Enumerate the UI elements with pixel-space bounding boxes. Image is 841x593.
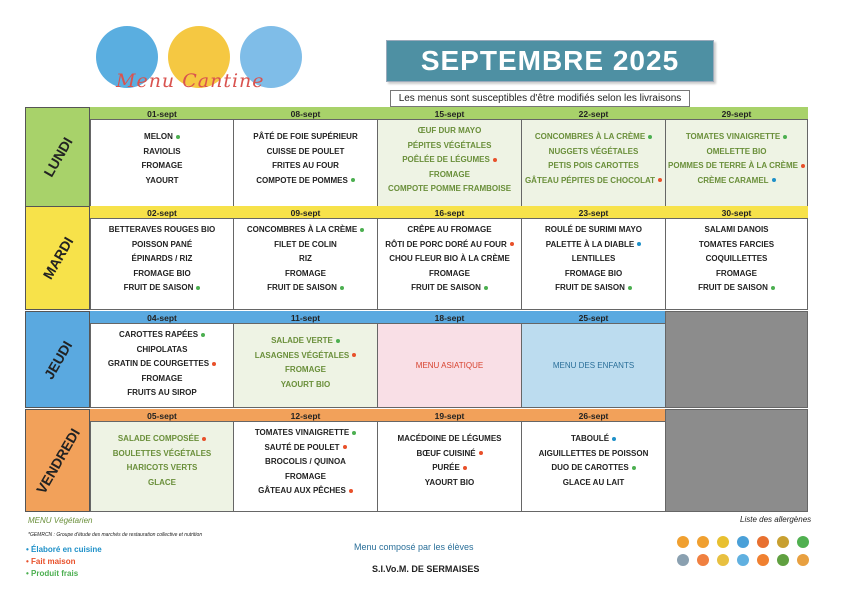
date-label: 29-sept bbox=[721, 109, 752, 119]
menu-cell bbox=[90, 313, 234, 408]
menu-item-text: FROMAGE bbox=[141, 373, 183, 383]
day-label-vendredi bbox=[25, 409, 90, 512]
allergen-icon bbox=[677, 536, 689, 548]
menu-item-text: FRUIT DE SAISON bbox=[267, 283, 337, 292]
menu-item bbox=[91, 328, 233, 343]
menu-item bbox=[522, 267, 665, 282]
menu-item-text: FROMAGE bbox=[141, 161, 183, 170]
label-dot-icon bbox=[637, 242, 641, 246]
label-dot-icon bbox=[212, 362, 216, 366]
day-label-mardi bbox=[25, 206, 90, 310]
menu-item-text: NUGGETS VÉGÉTALES bbox=[548, 146, 639, 156]
menu-item bbox=[666, 223, 807, 238]
menu-item-text: PÂTÉ DE FOIE SUPÉRIEUR bbox=[253, 132, 358, 141]
menu-item-text: COMPOTE POMME FRAMBOISE bbox=[387, 184, 512, 193]
menu-item bbox=[522, 130, 665, 145]
label-dot-icon bbox=[628, 286, 632, 290]
menu-item-text: BOULETTES VÉGÉTALES bbox=[112, 448, 212, 458]
notice-text: Les menus sont susceptibles d'être modifiés selon les livraisons bbox=[390, 90, 690, 107]
gemrcn-note: *GEMRCN : Groupe d'étude des marchés de restauration collective et nutrition bbox=[28, 532, 203, 538]
menu-item-text: GRATIN DE COURGETTES bbox=[107, 359, 210, 368]
date-label: 05-sept bbox=[147, 411, 177, 421]
menu-item-text: CONCOMBRES À LA CRÈME bbox=[246, 225, 358, 234]
menu-item-text: YAOURT BIO bbox=[424, 477, 475, 487]
label-dot-icon bbox=[479, 451, 483, 455]
allergen-icon bbox=[777, 554, 789, 566]
menu-item-text: CRÊPE AU FROMAGE bbox=[407, 225, 492, 234]
label-dot-icon bbox=[201, 333, 205, 337]
allergen-icon bbox=[697, 554, 709, 566]
menu-item-text: MELON bbox=[144, 132, 173, 141]
allergen-icons bbox=[677, 536, 827, 566]
menu-item-text: AIGUILLETTES DE POISSON bbox=[538, 448, 649, 458]
menu-item bbox=[378, 281, 521, 296]
menu-item bbox=[522, 238, 665, 253]
menu-item bbox=[234, 267, 377, 282]
menu-item-text: FRUIT DE SAISON bbox=[698, 283, 768, 292]
menu-item-text: MACÉDOINE DE LÉGUMES bbox=[397, 434, 502, 443]
menu-item-text: FRUIT DE SAISON bbox=[123, 283, 194, 292]
label-dot-icon bbox=[801, 164, 805, 168]
menu-item bbox=[522, 476, 665, 491]
menu-item bbox=[234, 455, 377, 470]
menu-item-text: YAOURT BIO bbox=[280, 379, 331, 389]
date-label: 16-sept bbox=[434, 208, 465, 218]
date-label: 08-sept bbox=[290, 109, 321, 119]
menu-item bbox=[234, 145, 377, 160]
label-dot-icon bbox=[352, 431, 356, 435]
menu-item-text: GÂTEAU PÉPITES DE CHOCOLAT bbox=[524, 175, 656, 185]
menu-item bbox=[234, 426, 377, 441]
date-label: 18-sept bbox=[434, 313, 465, 323]
menu-cell bbox=[377, 109, 522, 207]
menu-item-text: OMELETTE BIO bbox=[706, 146, 767, 156]
menu-item bbox=[91, 447, 233, 462]
menu-item-text: FROMAGE bbox=[285, 471, 326, 481]
menu-cell bbox=[521, 109, 666, 207]
menu-item bbox=[378, 182, 521, 197]
menu-cell bbox=[233, 411, 378, 512]
menu-item-text: FRUIT DE SAISON bbox=[411, 283, 481, 292]
label-dot-icon bbox=[196, 286, 200, 290]
menu-item-text: ŒUF DUR MAYO bbox=[417, 126, 482, 135]
menu-item bbox=[91, 343, 233, 358]
label-dot-icon bbox=[612, 437, 616, 441]
menu-cell bbox=[377, 208, 522, 310]
menu-item bbox=[91, 223, 233, 238]
label-dot-icon bbox=[176, 135, 180, 139]
menu-item-text: COMPOTE DE POMMES bbox=[256, 175, 348, 185]
menu-item bbox=[234, 349, 377, 364]
menu-item bbox=[666, 252, 807, 267]
allergen-icon bbox=[797, 536, 809, 548]
menu-item-text: FROMAGE BIO bbox=[564, 268, 623, 278]
day-name: LUNDI bbox=[39, 134, 76, 180]
label-dot-icon bbox=[349, 489, 353, 493]
allergen-icon bbox=[677, 554, 689, 566]
menu-cell bbox=[665, 311, 808, 408]
label-dot-icon bbox=[493, 158, 497, 162]
date-label: 23-sept bbox=[578, 208, 609, 218]
menu-item-text: SALADE VERTE bbox=[271, 336, 333, 345]
menu-item bbox=[91, 372, 233, 387]
allergen-icon bbox=[777, 536, 789, 548]
menu-item-text: FROMAGE bbox=[429, 169, 470, 179]
menu-item bbox=[378, 223, 521, 238]
menu-item bbox=[91, 174, 233, 189]
date-label: 19-sept bbox=[434, 411, 465, 421]
date-label: 15-sept bbox=[434, 109, 465, 119]
menu-item bbox=[378, 153, 521, 168]
menu-item-text: FRITES AU FOUR bbox=[272, 161, 339, 170]
menu-item bbox=[91, 476, 233, 491]
menu-item bbox=[91, 386, 233, 401]
menu-item bbox=[378, 476, 521, 491]
date-label: 02-sept bbox=[147, 208, 177, 218]
date-label: 30-sept bbox=[721, 208, 752, 218]
menu-item-text: CONCOMBRES À LA CRÈME bbox=[534, 132, 646, 141]
menu-item bbox=[234, 252, 377, 267]
label-dot-icon bbox=[360, 228, 364, 232]
menu-item-text: HARICOTS VERTS bbox=[126, 463, 198, 472]
menu-item-text: PÉPITES VÉGÉTALES bbox=[407, 140, 492, 150]
menu-item-text: FRUITS AU SIROP bbox=[127, 388, 197, 397]
menu-item-text: BŒUF CUISINÉ bbox=[416, 448, 476, 458]
organization: S.I.Vo.M. DE SERMAISES bbox=[372, 564, 480, 574]
allergen-icon bbox=[797, 554, 809, 566]
menu-item-text: CAROTTES RAPÉES bbox=[118, 330, 199, 339]
allergens-label: Liste des allergènes bbox=[740, 515, 812, 524]
menu-item-text: CUISSE DE POULET bbox=[266, 146, 345, 156]
page-title: SEPTEMBRE 2025 bbox=[386, 40, 714, 82]
menu-item bbox=[378, 267, 521, 282]
date-label: 26-sept bbox=[578, 411, 609, 421]
menu-item bbox=[378, 168, 521, 183]
label-dot-icon bbox=[351, 178, 355, 182]
menu-item bbox=[378, 447, 521, 462]
menu-item-text: RÔTI DE PORC DORÉ AU FOUR bbox=[385, 239, 507, 249]
day-name: MARDI bbox=[39, 234, 76, 282]
menu-item bbox=[91, 238, 233, 253]
menu-item-text: FROMAGE bbox=[285, 268, 326, 278]
menu-item bbox=[522, 174, 665, 189]
menu-item-text: POISSON PANÉ bbox=[131, 239, 193, 249]
date-label: 12-sept bbox=[290, 411, 321, 421]
menu-item-text: ROULÉ DE SURIMI MAYO bbox=[544, 225, 643, 234]
menu-cell bbox=[665, 208, 808, 310]
menu-cell bbox=[90, 411, 234, 512]
menu-item-text: FROMAGE BIO bbox=[133, 268, 191, 278]
menu-item-text: PALETTE À LA DIABLE bbox=[545, 239, 635, 249]
label-dot-icon bbox=[340, 286, 344, 290]
menu-item bbox=[378, 461, 521, 476]
label-dot-icon bbox=[484, 286, 488, 290]
menu-grid bbox=[25, 107, 808, 512]
menu-item bbox=[91, 281, 233, 296]
menu-item bbox=[91, 159, 233, 174]
menu-item-text: YAOURT bbox=[145, 175, 179, 185]
menu-item-text: PETIS POIS CAROTTES bbox=[548, 161, 639, 170]
date-label: 25-sept bbox=[578, 313, 609, 323]
menu-item-text: LENTILLES bbox=[571, 254, 616, 263]
menu-item bbox=[234, 174, 377, 189]
menu-item bbox=[234, 238, 377, 253]
menu-item-text: TABOULÉ bbox=[570, 434, 610, 443]
menu-item-text: FROMAGE bbox=[429, 268, 470, 278]
label-dot-icon bbox=[648, 135, 652, 139]
date-label: 11-sept bbox=[290, 313, 321, 323]
menu-item bbox=[91, 432, 233, 447]
menu-cantine-logo bbox=[96, 26, 306, 96]
menu-item bbox=[234, 484, 377, 499]
menu-item-text: RAVIOLIS bbox=[143, 146, 181, 156]
menu-item bbox=[666, 238, 807, 253]
menu-item-text: GÂTEAU AUX PÊCHES bbox=[258, 486, 346, 495]
menu-item bbox=[91, 130, 233, 145]
menu-item-text: TOMATES VINAIGRETTE bbox=[254, 428, 350, 437]
allergen-icon bbox=[737, 536, 749, 548]
menu-item bbox=[378, 432, 521, 447]
menu-item-text: RIZ bbox=[299, 254, 312, 263]
menu-cell bbox=[665, 109, 808, 207]
special-menu-label: MENU DES ENFANTS bbox=[552, 361, 635, 370]
date-label: 04-sept bbox=[147, 313, 177, 323]
allergen-icon bbox=[757, 536, 769, 548]
menu-cell bbox=[90, 208, 234, 310]
legend-item: • Fait maison bbox=[26, 557, 76, 566]
menu-item bbox=[378, 139, 521, 154]
label-dot-icon bbox=[771, 286, 775, 290]
menu-cell bbox=[521, 208, 666, 310]
menu-item bbox=[234, 441, 377, 456]
menu-item bbox=[378, 124, 521, 139]
menu-item bbox=[378, 238, 521, 253]
menu-item-text: FILET DE COLIN bbox=[274, 239, 337, 249]
menu-item bbox=[378, 252, 521, 267]
menu-item bbox=[666, 174, 807, 189]
menu-item bbox=[522, 461, 665, 476]
menu-item-text: LASAGNES VÉGÉTALES bbox=[254, 350, 350, 360]
menu-item-text: FROMAGE bbox=[716, 268, 757, 278]
menu-item bbox=[234, 334, 377, 349]
menu-item-text: GLACE AU LAIT bbox=[562, 477, 625, 487]
label-dot-icon bbox=[783, 135, 787, 139]
legend bbox=[26, 544, 102, 580]
menu-item-text: PURÉE bbox=[432, 463, 460, 472]
menu-cell bbox=[233, 109, 378, 207]
date-label: 22-sept bbox=[578, 109, 609, 119]
menu-item bbox=[522, 252, 665, 267]
menu-cell bbox=[377, 313, 522, 408]
menu-item-text: CHOU FLEUR BIO À LA CRÈME bbox=[389, 254, 510, 263]
day-label-jeudi bbox=[25, 311, 90, 408]
label-dot-icon bbox=[463, 466, 467, 470]
menu-cell bbox=[233, 313, 378, 408]
label-dot-icon bbox=[658, 178, 662, 182]
menu-item-text: TOMATES FARCIES bbox=[698, 239, 775, 249]
label-dot-icon bbox=[352, 353, 356, 357]
composed-text: Menu composé par les élèves bbox=[354, 542, 474, 552]
menu-item-text: SAUTÉ DE POULET bbox=[264, 442, 340, 452]
menu-item bbox=[234, 130, 377, 145]
legend-item: • Élaboré en cuisine bbox=[26, 545, 102, 554]
menu-item bbox=[91, 145, 233, 160]
menu-cell bbox=[233, 208, 378, 310]
menu-item bbox=[522, 159, 665, 174]
allergen-icon bbox=[717, 554, 729, 566]
menu-cell bbox=[377, 411, 522, 512]
menu-item bbox=[522, 145, 665, 160]
day-label-lundi bbox=[25, 107, 90, 207]
label-dot-icon bbox=[202, 437, 206, 441]
menu-item bbox=[522, 432, 665, 447]
menu-item-text: CHIPOLATAS bbox=[136, 344, 188, 354]
menu-cell bbox=[665, 409, 808, 512]
menu-cell bbox=[90, 109, 234, 207]
allergen-icon bbox=[757, 554, 769, 566]
menu-item bbox=[234, 363, 377, 378]
menu-item-text: ÉPINARDS / RIZ bbox=[131, 254, 193, 263]
menu-item-text: TOMATES VINAIGRETTE bbox=[685, 132, 781, 141]
menu-item bbox=[234, 159, 377, 174]
menu-item bbox=[666, 281, 807, 296]
date-label: 01-sept bbox=[147, 109, 177, 119]
menu-item bbox=[666, 267, 807, 282]
veg-label: MENU Végétarien bbox=[28, 516, 93, 525]
menu-item-text: FRUIT DE SAISON bbox=[555, 283, 625, 292]
menu-item bbox=[666, 145, 807, 160]
menu-item-text: POMMES DE TERRE À LA CRÈME bbox=[668, 161, 798, 170]
label-dot-icon bbox=[632, 466, 636, 470]
legend-item: • Produit frais bbox=[26, 569, 79, 578]
menu-item bbox=[91, 461, 233, 476]
menu-item bbox=[234, 470, 377, 485]
allergen-icon bbox=[737, 554, 749, 566]
menu-item-text: SALADE COMPOSÉE bbox=[117, 434, 200, 443]
menu-item-text: COQUILLETTES bbox=[705, 254, 768, 263]
menu-cell bbox=[521, 411, 666, 512]
menu-item bbox=[91, 252, 233, 267]
menu-item-text: DUO DE CAROTTES bbox=[551, 463, 629, 472]
menu-item bbox=[234, 223, 377, 238]
menu-cell bbox=[521, 313, 666, 408]
menu-item-text: GLACE bbox=[148, 477, 176, 487]
label-dot-icon bbox=[772, 178, 776, 182]
menu-item-text: FROMAGE bbox=[285, 365, 326, 374]
menu-item bbox=[666, 159, 807, 174]
menu-item bbox=[234, 378, 377, 393]
day-name: JEUDI bbox=[40, 337, 75, 382]
day-name: VENDREDI bbox=[32, 425, 83, 496]
special-menu-label: MENU ASIATIQUE bbox=[415, 361, 484, 370]
logo-text: Menu Cantine bbox=[116, 70, 265, 92]
menu-item-text: BROCOLIS / QUINOA bbox=[265, 457, 346, 466]
menu-item-text: BETTERAVES ROUGES BIO bbox=[108, 225, 216, 234]
menu-item bbox=[91, 267, 233, 282]
label-dot-icon bbox=[510, 242, 514, 246]
label-dot-icon bbox=[336, 339, 340, 343]
allergen-icon bbox=[697, 536, 709, 548]
menu-item bbox=[522, 223, 665, 238]
menu-item bbox=[91, 357, 233, 372]
allergen-icon bbox=[717, 536, 729, 548]
menu-item-text: POÊLÉE DE LÉGUMES bbox=[402, 155, 490, 164]
menu-item bbox=[234, 281, 377, 296]
date-label: 09-sept bbox=[290, 208, 321, 218]
label-dot-icon bbox=[343, 445, 347, 449]
menu-item bbox=[666, 130, 807, 145]
menu-item bbox=[522, 447, 665, 462]
menu-item-text: CRÈME CARAMEL bbox=[697, 175, 769, 185]
menu-item bbox=[522, 281, 665, 296]
menu-item-text: SALAMI DANOIS bbox=[704, 225, 769, 234]
